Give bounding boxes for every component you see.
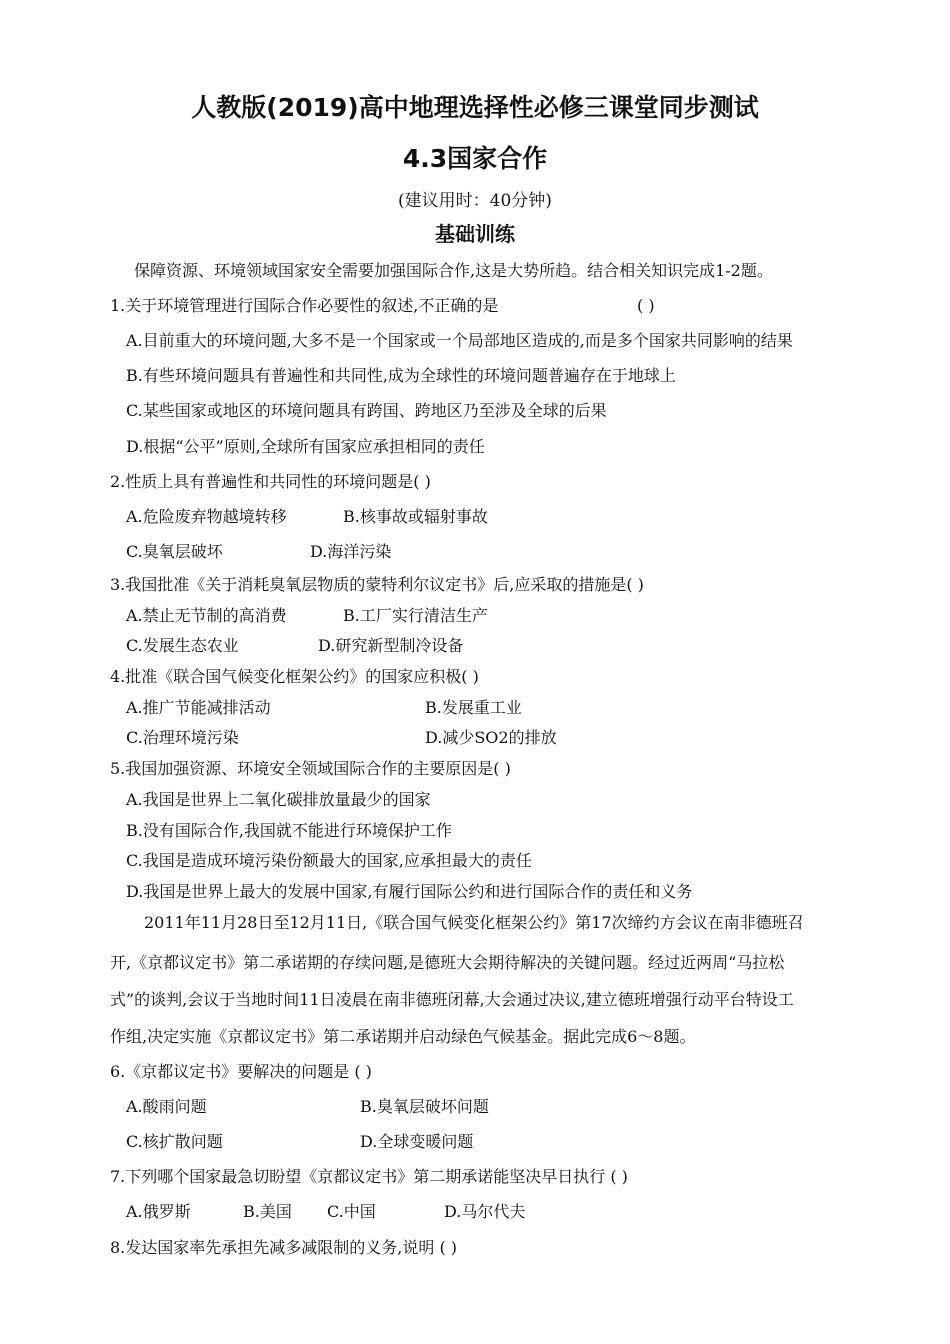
question-1-option-a: A.目前重大的环境问题,大多不是一个国家或一个局部地区造成的,而是多个国家共同影响的结果 (126, 331, 793, 350)
question-5-option-d: D.我国是世界上最大的发展中国家,有履行国际公约和进行国际合作的责任和义务 (126, 882, 693, 901)
time-hint: (建议用时：40分钟) (398, 191, 552, 211)
passage-line-3: 式”的谈判,会议于当地时间11日凌晨在南非德班闭幕,大会通过决议,建立德班增强行动平台特设工 (110, 990, 794, 1009)
question-2-option-c: C.臭氧层破坏 (126, 542, 223, 561)
question-4-option-a: A.推广节能减排活动 (126, 698, 271, 717)
document-title: 人教版(2019)高中地理选择性必修三课堂同步测试 (191, 93, 759, 122)
question-5-option-a: A.我国是世界上二氧化碳排放量最少的国家 (126, 790, 431, 809)
question-1-answer-blank: ( ) (637, 296, 655, 315)
question-3-option-c: C.发展生态农业 (126, 636, 239, 655)
question-7-option-a: A.俄罗斯 (126, 1202, 191, 1221)
question-6-stem: 6.《京都议定书》要解决的问题是 ( ) (110, 1062, 372, 1081)
question-6-option-c: C.核扩散问题 (126, 1132, 223, 1151)
question-5-option-c: C.我国是造成环境污染份额最大的国家,应承担最大的责任 (126, 851, 532, 870)
question-2-stem: 2.性质上具有普遍性和共同性的环境问题是( ) (110, 472, 431, 491)
question-7-option-b: B.美国 (243, 1202, 292, 1221)
question-3-option-a: A.禁止无节制的高消费 (126, 606, 287, 625)
question-2-option-b: B.核事故或辐射事故 (343, 507, 488, 526)
passage-line-4: 作组,决定实施《京都议定书》第二承诺期并启动绿色气候基金。据此完成6～8题。 (110, 1027, 696, 1046)
question-1-option-b: B.有些环境问题具有普遍性和共同性,成为全球性的环境问题普遍存在于地球上 (126, 366, 676, 385)
question-7-stem: 7.下列哪个国家最急切盼望《京都议定书》第二期承诺能坚决早日执行 ( ) (110, 1167, 628, 1186)
section-title: 4.3国家合作 (402, 144, 548, 173)
question-2-option-a: A.危险废弃物越境转移 (126, 507, 287, 526)
passage-line-1: 2011年11月28日至12月11日,《联合国气候变化框架公约》第17次缔约方会议在南非德班召 (144, 913, 804, 932)
question-1-stem: 1.关于环境管理进行国际合作必要性的叙述,不正确的是 (110, 296, 499, 315)
question-5-stem: 5.我国加强资源、环境安全领域国际合作的主要原因是( ) (110, 759, 511, 778)
question-3-option-b: B.工厂实行清洁生产 (343, 606, 488, 625)
question-6-option-a: A.酸雨问题 (126, 1097, 207, 1116)
question-6-option-b: B.臭氧层破坏问题 (360, 1097, 489, 1116)
question-4-stem: 4.批准《联合国气候变化框架公约》的国家应积极( ) (110, 667, 479, 686)
question-1-option-c: C.某些国家或地区的环境问题具有跨国、跨地区乃至涉及全球的后果 (126, 401, 607, 420)
question-7-option-c: C.中国 (327, 1202, 376, 1221)
part-heading: 基础训练 (435, 222, 515, 246)
question-3-option-d: D.研究新型制冷设备 (318, 636, 464, 655)
question-5-option-b: B.没有国际合作,我国就不能进行环境保护工作 (126, 821, 452, 840)
question-6-option-d: D.全球变暖问题 (360, 1132, 474, 1151)
question-8-stem: 8.发达国家率先承担先减多减限制的义务,说明 ( ) (110, 1238, 458, 1257)
intro-paragraph-1: 保障资源、环境领域国家安全需要加强国际合作,这是大势所趋。结合相关知识完成1-2题。 (134, 261, 773, 280)
question-7-option-d: D.马尔代夫 (444, 1202, 526, 1221)
question-4-option-d: D.减少SO2的排放 (425, 728, 557, 747)
question-4-option-b: B.发展重工业 (425, 698, 522, 717)
question-3-stem: 3.我国批准《关于消耗臭氧层物质的蒙特利尔议定书》后,应采取的措施是( ) (110, 575, 644, 594)
question-2-option-d: D.海洋污染 (310, 542, 392, 561)
passage-line-2: 开,《京都议定书》第二承诺期的存续问题,是德班大会期待解决的关键问题。经过近两周“马拉松 (110, 953, 785, 972)
question-4-option-c: C.治理环境污染 (126, 728, 239, 747)
question-1-option-d: D.根据“公平”原则,全球所有国家应承担相同的责任 (126, 437, 485, 456)
